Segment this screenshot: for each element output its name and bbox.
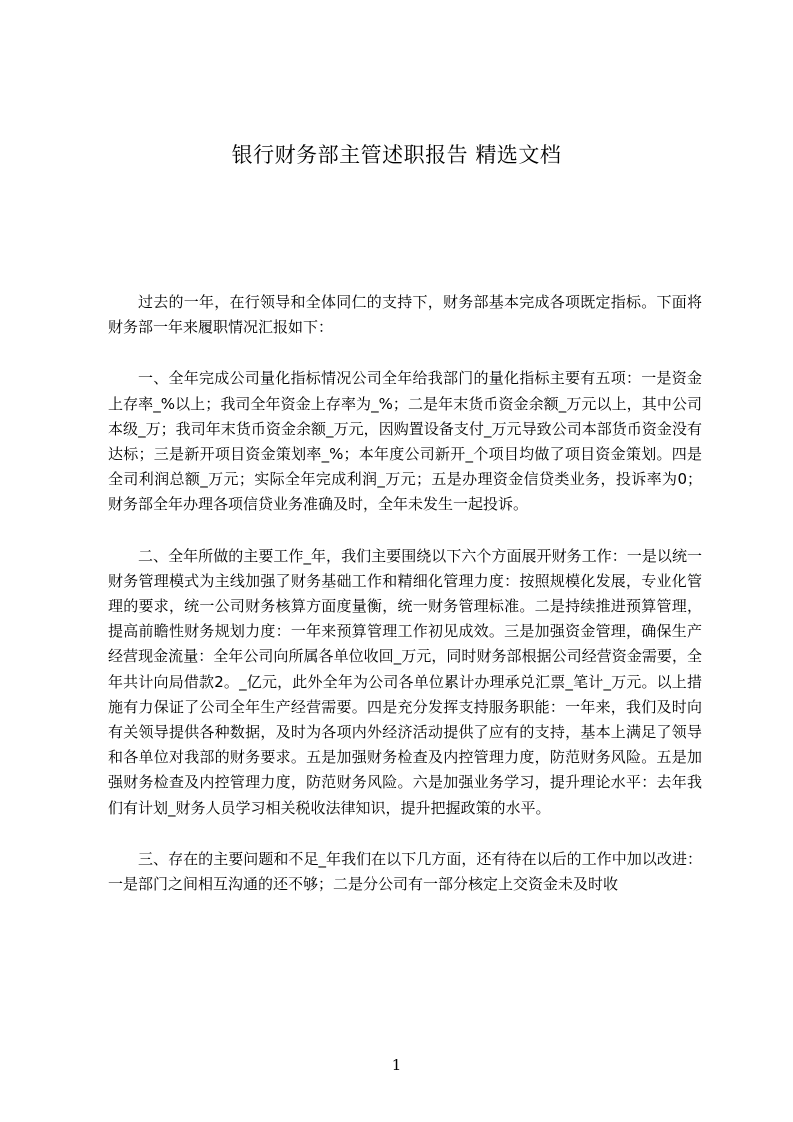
- paragraph-section-1: 一、全年完成公司量化指标情况公司全年给我部门的量化指标主要有五项：一是资金上存率_%以上；我司全年资金上存率为_%；二是年末货币资金余额_万元以上，其中公司本级_万；我司年末货币资金余额_万元，因购置设备支付_万元导致公司本部货币资金没有达标；三是新开项目资金策划率_%；本年度公司新开_个项目均做了项目资金策划。四是全司利润总额_万元；实际全年完成利润_万元；五是办理资金信贷类业务，投诉率为0；财务部全年办理各项信贷业务准确及时，全年未发生一起投诉。: [108, 369, 702, 514]
- document-title: 银行财务部主管述职报告 精选文档: [231, 143, 562, 167]
- page-number: 1: [391, 1056, 402, 1074]
- paragraph-section-3: 三、存在的主要问题和不足_年我们在以下几方面，还有待在以后的工作中加以改进：一是部门之间相互沟通的还不够；二是分公司有一部分核定上交资金未及时收: [108, 849, 702, 894]
- paragraph-section-2: 二、全年所做的主要工作_年，我们主要围绕以下六个方面展开财务工作：一是以统一财务管理模式为主线加强了财务基础工作和精细化管理力度：按照规模化发展，专业化管理的要求，统一公司财务核算方面度量衡，统一财务管理标准。二是持续推进预算管理，提高前瞻性财务规划力度：一年来预算管理工作初见成效。三是加强资金管理，确保生产经营现金流量：全年公司向所属各单位收回_万元，同时财务部根据公司经营资金需要，全年共计向局借款2。_亿元，此外全年为公司各单位累计办理承兑汇票_笔计_万元。以上措施有力保证了公司全年生产经营需要。四是充分发挥支持服务职能：一年来，我们及时向有关领导提供各种数据，及时为各项内外经济活动提供了应有的支持，基本上满足了领导和各单位对我部的财务要求。五是加强财务检查及内控管理力度，防范财务风险。五是加强财务检查及内控管理力度，防范财务风险。六是加强业务学习，提升理论水平：去年我们有计划_财务人员学习相关税收法律知识，提升把握政策的水平。: [108, 546, 702, 817]
- document-body: [108, 290, 702, 923]
- paragraph-intro: 过去的一年，在行领导和全体同仁的支持下，财务部基本完成各项既定指标。下面将财务部一年来履职情况汇报如下：: [108, 293, 702, 337]
